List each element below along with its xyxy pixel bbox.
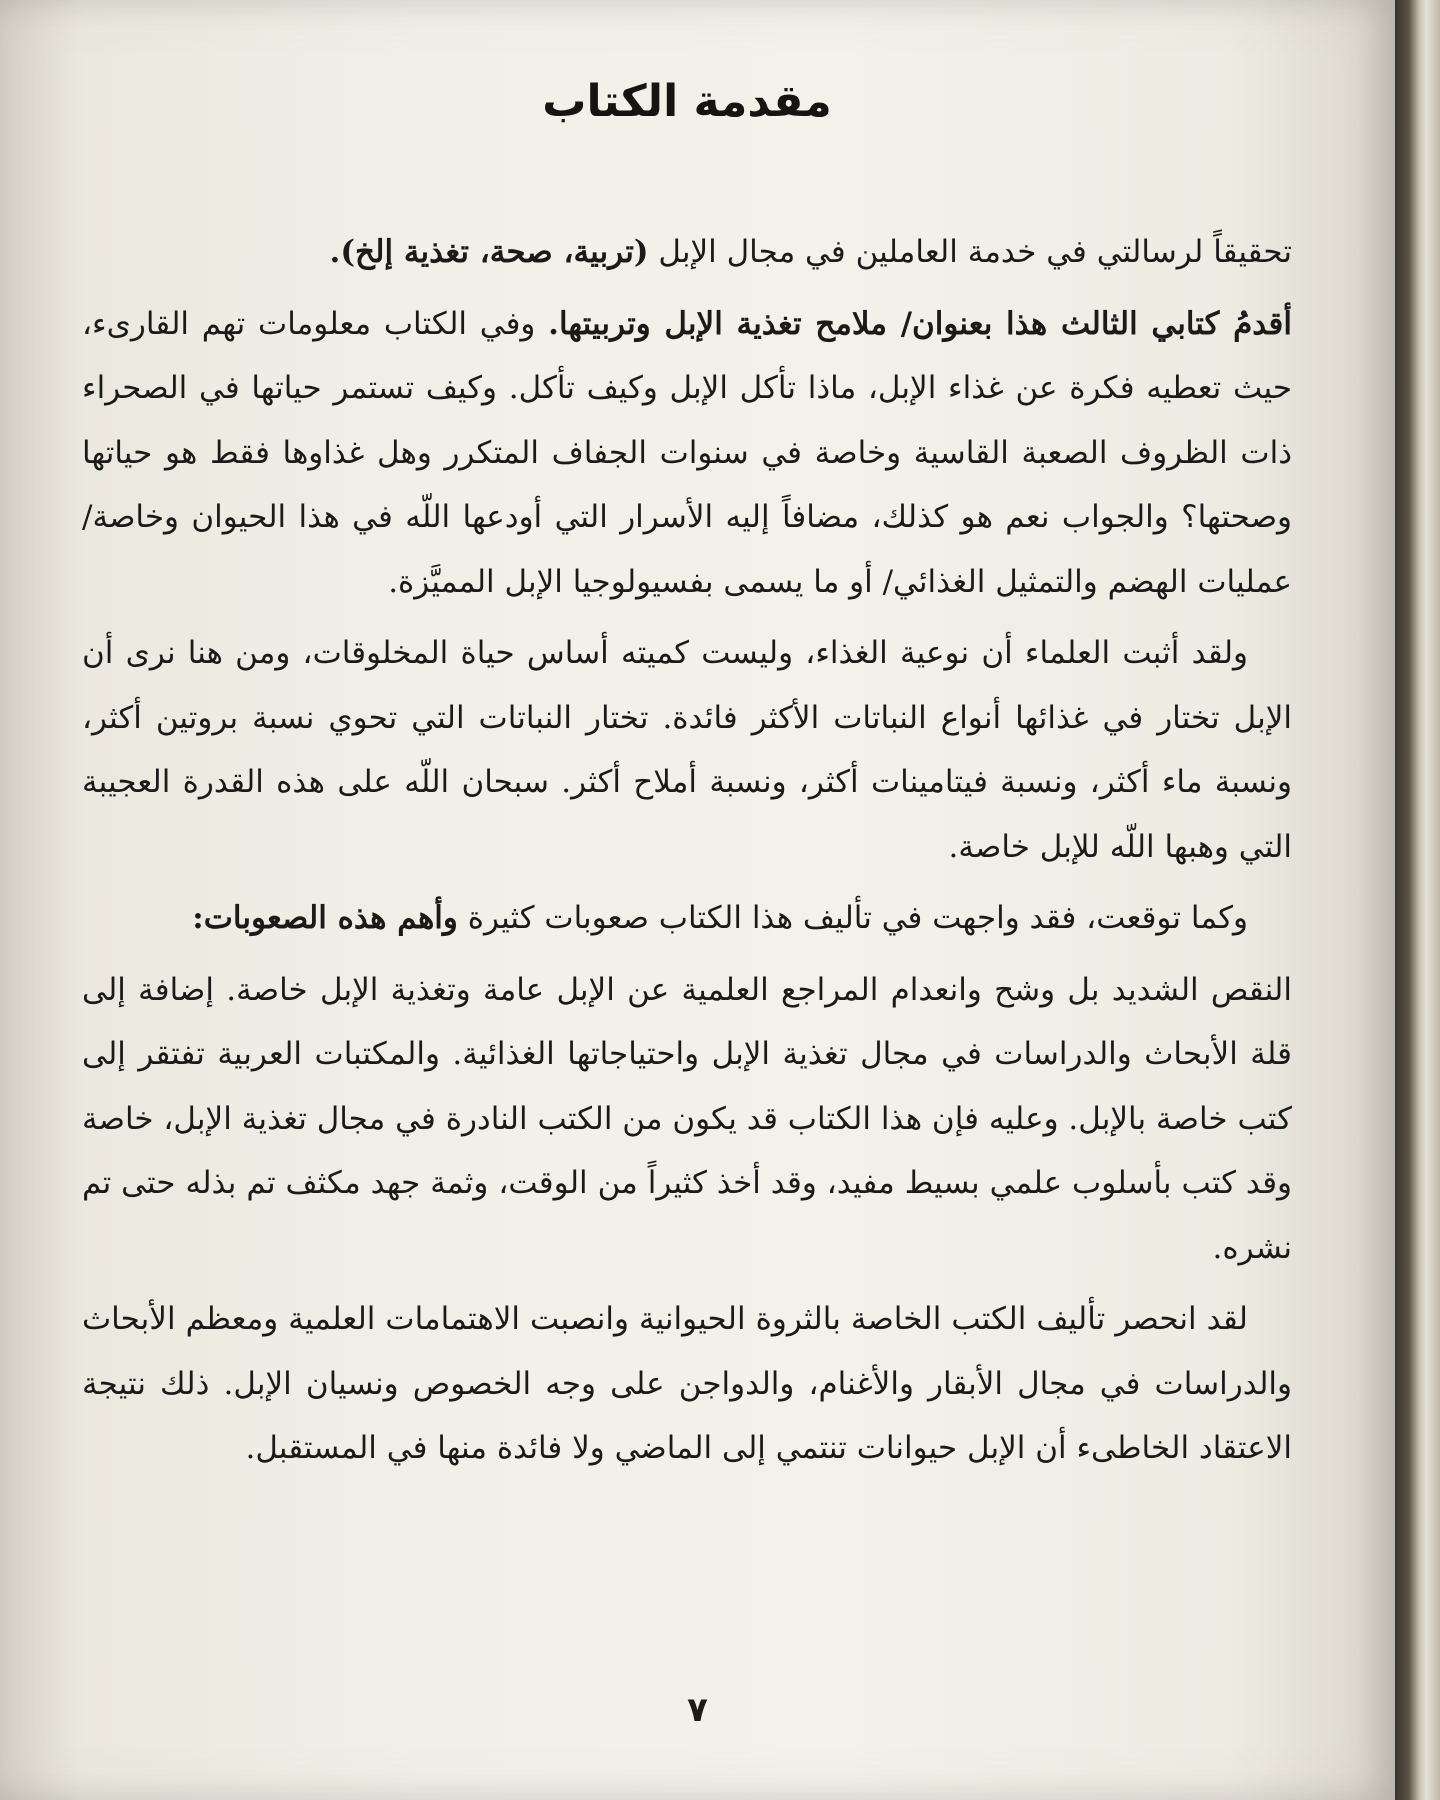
paragraph-4-bold-text: وأهم هذه الصعوبات: [192, 900, 458, 936]
paragraph-5-text: النقص الشديد بل وشح وانعدام المراجع العلمية عن الإبل عامة وتغذية الإبل خاصة. إضافة إلى قلة الأبحاث والدراسات في مجال تغذية الإبل واحتياجاتها الغذائية. والمكتبات العربية تفتقر إلى كتب خاصة بالإبل. وعليه فإن هذا الكتاب قد يكون من الكتب النادرة في مجال تغذية الإبل، خاصة وقد كتب بأسلوب علمي بسيط مفيد، وقد أخذ كثيراً من الوقت، وثمة جهد مكثف تم بذله حتى تم نشره. [82, 971, 1292, 1266]
paragraph-2-bold-text: أقدمُ كتابي الثالث هذا بعنوان/ ملامح تغذية الإبل وتربيتها. [548, 305, 1292, 342]
paragraph-2 [82, 292, 1292, 615]
paragraph-1-text: تحقيقاً لرسالتي في خدمة العاملين في مجال الإبل [648, 234, 1292, 270]
paragraph-5 [82, 958, 1292, 1281]
paragraph-4-text: وكما توقعت، فقد واجهت في تأليف هذا الكتاب صعوبات كثيرة [457, 900, 1248, 936]
paragraph-6-text: لقد انحصر تأليف الكتب الخاصة بالثروة الحيوانية وانصبت الاهتمامات العلمية ومعظم الأبحاث والدراسات في مجال الأبقار والأغنام، والدواجن على وجه الخصوص ونسيان الإبل. ذلك نتيجة الاعتقاد الخاطىء أن الإبل حيوانات تنتمي إلى الماضي ولا فائدة منها في المستقبل. [82, 1301, 1292, 1466]
next-page-edge [1395, 0, 1440, 1800]
paragraph-1 [82, 220, 1292, 285]
paragraph-2-text: وفي الكتاب معلومات تهم القارىء، حيث تعطيه فكرة عن غذاء الإبل، ماذا تأكل الإبل وكيف تأكل. وكيف تستمر حياتها في الصحراء ذات الظروف الصعبة القاسية وخاصة في سنوات الجفاف المتكرر وهل غذاوها فقط هو حياتها وصحتها؟ والجواب نعم هو كذلك، مضافاً إليه الأسرار التي أودعها اللّه في هذا الحيوان وخاصة/ عمليات الهضم والتمثيل الغذائي/ أو ما يسمى بفسيولوجيا الإبل المميَّزة. [82, 305, 1292, 600]
paragraph-4 [82, 886, 1292, 951]
page-title: مقدمة الكتاب [542, 76, 832, 127]
paragraph-6 [82, 1287, 1292, 1481]
paragraph-1-bold-text: (تربية، صحة، تغذية إلخ). [329, 234, 649, 270]
page-number: ٧ [687, 1690, 708, 1730]
page-content [82, 70, 1292, 1488]
paragraph-3-text: ولقد أثبت العلماء أن نوعية الغذاء، وليست كميته أساس حياة المخلوقات، ومن هنا نرى أن الإبل تختار في غذائها أنواع النباتات الأكثر فائدة. تختار النباتات التي تحوي نسبة بروتين أكثر، ونسبة ماء أكثر، ونسبة فيتامينات أكثر، ونسبة أملاح أكثر. سبحان اللّه على هذه القدرة العجيبة التي وهبها اللّه للإبل خاصة. [82, 635, 1292, 865]
paragraph-3 [82, 621, 1292, 879]
